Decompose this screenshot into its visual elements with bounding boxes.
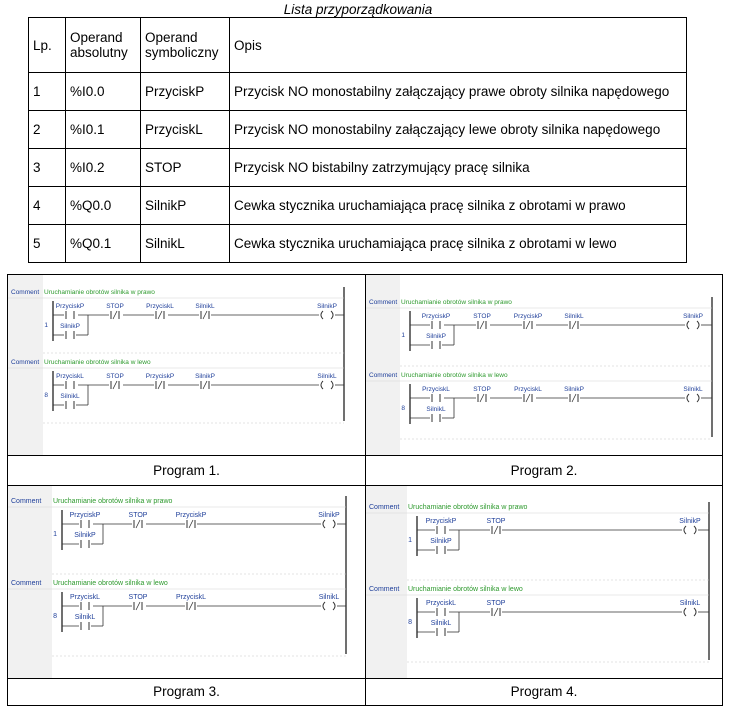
cell-absolute: %I0.0	[66, 73, 141, 111]
contact-label: STOP	[473, 386, 491, 393]
coil-right-arc	[697, 321, 699, 329]
contact-label: PrzyciskL	[422, 386, 450, 393]
program-4-label: Program 4.	[510, 684, 578, 699]
parallel-contact-label: SilnikP	[74, 532, 96, 539]
rung-number: 1	[408, 537, 412, 544]
parallel-contact-label: SilnikP	[60, 323, 80, 330]
coil-right-arc	[331, 311, 333, 319]
contact-nc-slash	[189, 602, 193, 610]
comment-tag: Comment	[369, 586, 400, 593]
contact-label: STOP	[473, 313, 491, 320]
coil-right-arc	[331, 381, 333, 389]
ladder-diagram-program-3	[8, 486, 365, 678]
cell-description: Przycisk NO monostabilny załączający prawe obroty silnika napędowego	[230, 73, 687, 111]
contact-nc-slash	[494, 526, 498, 534]
left-strip	[366, 486, 407, 678]
coil-right-arc	[694, 608, 696, 616]
rung-number: 8	[408, 619, 412, 626]
comment-tag: Comment	[11, 498, 42, 505]
cell-absolute: %I0.2	[66, 149, 141, 187]
comment-tag: Comment	[369, 504, 400, 511]
coil-label: SilnikP	[318, 512, 340, 519]
cell-description: Cewka stycznika uruchamiająca pracę silnika z obrotami w lewo	[230, 225, 687, 263]
rung-comment: Uruchamianie obrotów silnika w lewo	[401, 372, 508, 379]
table-row	[29, 225, 687, 263]
contact-nc-slash	[136, 520, 140, 528]
rung-number: 8	[53, 613, 57, 620]
contact-label: PrzyciskL	[426, 600, 456, 607]
coil-label: SilnikL	[683, 386, 703, 393]
contact-nc-slash	[113, 381, 117, 389]
coil-label: SilnikP	[679, 518, 701, 525]
coil-label: SilnikL	[317, 373, 337, 380]
coil-left-arc	[321, 311, 323, 319]
rung-comment: Uruchamianie obrotów silnika w prawo	[44, 289, 155, 296]
rung-comment: Uruchamianie obrotów silnika w prawo	[401, 299, 512, 306]
contact-label: PrzyciskP	[513, 313, 543, 320]
program-3-label: Program 3.	[153, 684, 220, 699]
coil-right-arc	[333, 602, 335, 610]
contact-label: PrzyciskL	[514, 386, 542, 393]
cell-description: Cewka stycznika uruchamiająca pracę silnika z obrotami w prawo	[230, 187, 687, 225]
rung-comment: Uruchamianie obrotów silnika w lewo	[408, 586, 523, 593]
coil-left-arc	[323, 602, 325, 610]
parallel-contact-label: SilnikL	[74, 614, 96, 621]
ladder-diagram-program-2	[366, 275, 722, 455]
parallel-contact-label: SilnikP	[426, 333, 446, 340]
ladder-diagram-program-1	[8, 275, 365, 455]
coil-left-arc	[684, 526, 686, 534]
contact-label: PrzyciskL	[176, 594, 206, 601]
parallel-contact-label: SilnikP	[430, 538, 452, 545]
coil-right-arc	[697, 394, 699, 402]
contact-nc-slash	[203, 311, 207, 319]
header-lp: Lp.	[29, 18, 66, 73]
contact-label: PrzyciskP	[425, 518, 457, 525]
cell-lp: 1	[29, 73, 66, 111]
table-row	[29, 73, 687, 111]
contact-nc-slash	[203, 381, 207, 389]
comment-tag: Comment	[11, 289, 40, 296]
program-2-label: Program 2.	[510, 463, 578, 478]
header-description: Opis	[230, 18, 687, 73]
contact-nc-slash	[113, 311, 117, 319]
contact-label: STOP	[106, 303, 124, 310]
contact-label: STOP	[486, 600, 506, 607]
cell-symbolic: PrzyciskL	[141, 111, 230, 149]
coil-label: SilnikP	[683, 313, 703, 320]
cell-description: Przycisk NO monostabilny załączający lewe obroty silnika napędowego	[230, 111, 687, 149]
contact-nc-slash	[158, 311, 162, 319]
contact-label: PrzyciskP	[145, 373, 175, 380]
comment-tag: Comment	[369, 299, 398, 306]
ladder-diagram-program-4	[366, 486, 722, 678]
coil-left-arc	[684, 608, 686, 616]
coil-left-arc	[323, 520, 325, 528]
programs-grid	[7, 274, 723, 706]
comment-tag: Comment	[11, 359, 40, 366]
contact-label: STOP	[486, 518, 506, 525]
rung-number: 8	[401, 405, 405, 412]
contact-nc-slash	[158, 381, 162, 389]
contact-label: PrzyciskP	[175, 512, 207, 519]
contact-nc-slash	[572, 394, 576, 402]
cell-symbolic: SilnikL	[141, 225, 230, 263]
rung-number: 1	[53, 531, 57, 538]
contact-label: PrzyciskL	[70, 594, 100, 601]
contact-nc-slash	[189, 520, 193, 528]
table-row	[29, 149, 687, 187]
cell-lp: 4	[29, 187, 66, 225]
contact-nc-slash	[494, 608, 498, 616]
contact-label: PrzyciskP	[69, 512, 101, 519]
table-row	[29, 111, 687, 149]
coil-left-arc	[687, 321, 689, 329]
table-header-row	[29, 18, 687, 73]
assignment-table	[28, 17, 687, 263]
cell-symbolic: PrzyciskP	[141, 73, 230, 111]
coil-left-arc	[687, 394, 689, 402]
rung-comment: Uruchamianie obrotów silnika w prawo	[53, 498, 173, 505]
coil-label: SilnikL	[318, 594, 340, 601]
cell-symbolic: SilnikP	[141, 187, 230, 225]
coil-right-arc	[694, 526, 696, 534]
comment-tag: Comment	[369, 372, 398, 379]
cell-lp: 3	[29, 149, 66, 187]
comment-tag: Comment	[11, 580, 42, 587]
contact-nc-slash	[572, 321, 576, 329]
parallel-contact-label: SilnikL	[426, 406, 446, 413]
table-row	[29, 187, 687, 225]
contact-nc-slash	[480, 394, 484, 402]
contact-label: SilnikP	[195, 373, 215, 380]
header-absolute-operand: Operand absolutny	[66, 18, 141, 73]
contact-nc-slash	[526, 321, 530, 329]
coil-right-arc	[333, 520, 335, 528]
cell-lp: 2	[29, 111, 66, 149]
program-1-label: Program 1.	[153, 463, 220, 478]
assignment-list-caption: Lista przyporządkowania	[283, 2, 433, 17]
parallel-contact-label: SilnikL	[60, 393, 80, 400]
parallel-contact-label: SilnikL	[430, 620, 452, 627]
cell-symbolic: STOP	[141, 149, 230, 187]
contact-label: STOP	[106, 373, 124, 380]
contact-nc-slash	[136, 602, 140, 610]
rung-comment: Uruchamianie obrotów silnika w lewo	[44, 359, 151, 366]
contact-label: STOP	[128, 594, 148, 601]
contact-label: PrzyciskL	[56, 373, 84, 380]
contact-label: SilnikL	[195, 303, 215, 310]
rung-comment: Uruchamianie obrotów silnika w prawo	[408, 504, 528, 511]
contact-label: SilnikL	[564, 313, 584, 320]
cell-absolute: %I0.1	[66, 111, 141, 149]
cell-description: Przycisk NO bistabilny zatrzymujący pracę silnika	[230, 149, 687, 187]
cell-absolute: %Q0.0	[66, 187, 141, 225]
contact-nc-slash	[480, 321, 484, 329]
header-symbolic-operand: Operand symboliczny	[141, 18, 230, 73]
cell-lp: 5	[29, 225, 66, 263]
rung-number: 8	[44, 392, 48, 399]
coil-label: SilnikP	[317, 303, 337, 310]
rung-comment: Uruchamianie obrotów silnika w lewo	[53, 580, 168, 587]
rung-number: 1	[401, 332, 405, 339]
coil-left-arc	[321, 381, 323, 389]
coil-label: SilnikL	[679, 600, 701, 607]
contact-label: STOP	[128, 512, 148, 519]
contact-label: PrzyciskP	[421, 313, 451, 320]
contact-nc-slash	[526, 394, 530, 402]
contact-label: SilnikP	[564, 386, 584, 393]
rung-number: 1	[44, 322, 48, 329]
cell-absolute: %Q0.1	[66, 225, 141, 263]
contact-label: PrzyciskL	[146, 303, 174, 310]
contact-label: PrzyciskP	[55, 303, 85, 310]
